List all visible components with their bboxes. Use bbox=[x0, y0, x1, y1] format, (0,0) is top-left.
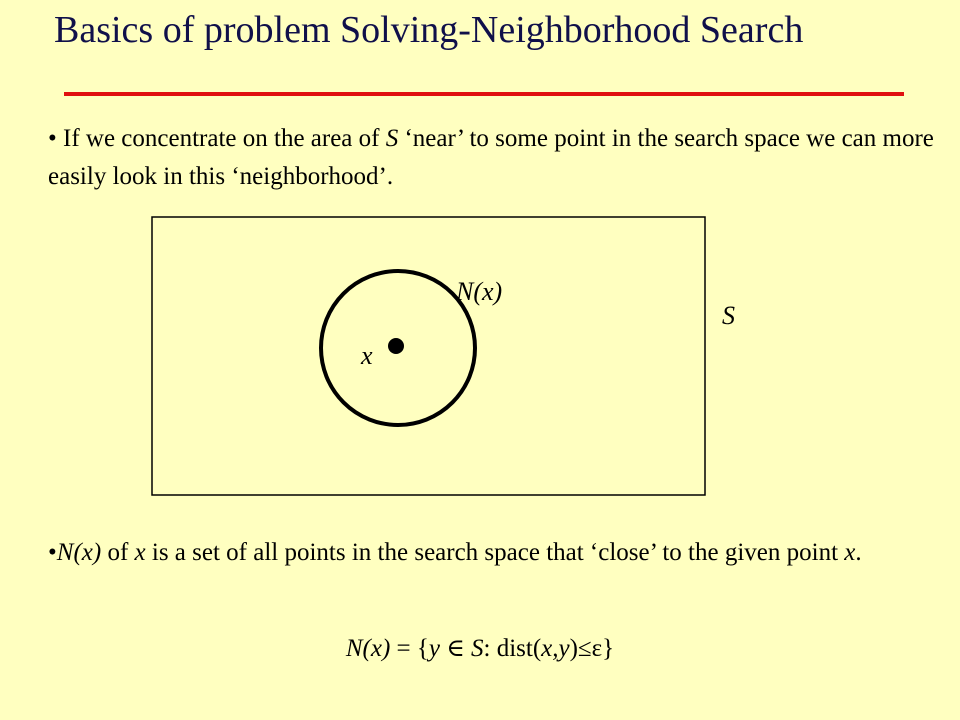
formula-elem: ∈ bbox=[439, 635, 471, 662]
bullet-neighborhood-definition bbox=[48, 534, 938, 572]
bullet2-x2: x bbox=[844, 539, 856, 566]
slide-title: Basics of problem Solving-Neighborhood Search bbox=[54, 9, 804, 51]
search-space-rectangle bbox=[152, 217, 705, 495]
bullet2-of: of bbox=[101, 539, 135, 566]
bullet1-set-symbol: S bbox=[385, 125, 399, 152]
bullet1-prefix: • If we concentrate on the area of bbox=[48, 125, 386, 152]
point-x-label: x bbox=[361, 341, 373, 370]
formula-colon: : dist( bbox=[483, 635, 542, 662]
formula-s: S bbox=[471, 635, 484, 662]
bullet2-prefix: • bbox=[48, 539, 57, 566]
formula-eq: = { bbox=[390, 635, 429, 662]
formula-args: x,y bbox=[541, 635, 570, 662]
bullet2-end: . bbox=[855, 539, 862, 566]
formula-leq: )≤ε} bbox=[569, 635, 615, 662]
formula-lhs: N(x) bbox=[345, 635, 391, 662]
formula-y: y bbox=[428, 635, 440, 662]
bullet2-mid: is a set of all points in the search space that ‘close’ to the given point bbox=[145, 539, 845, 566]
point-x-dot bbox=[388, 338, 404, 354]
set-s-label: S bbox=[722, 301, 735, 330]
bullet2-x1: x bbox=[134, 539, 146, 566]
neighborhood-formula bbox=[0, 630, 960, 668]
neighborhood-label: N(x) bbox=[456, 277, 503, 306]
bullet2-nx: N(x) bbox=[56, 539, 102, 566]
bullet1-suffix: ‘near’ to some point in the search space we can more easily look in this ‘neighborhood’. bbox=[48, 125, 934, 190]
